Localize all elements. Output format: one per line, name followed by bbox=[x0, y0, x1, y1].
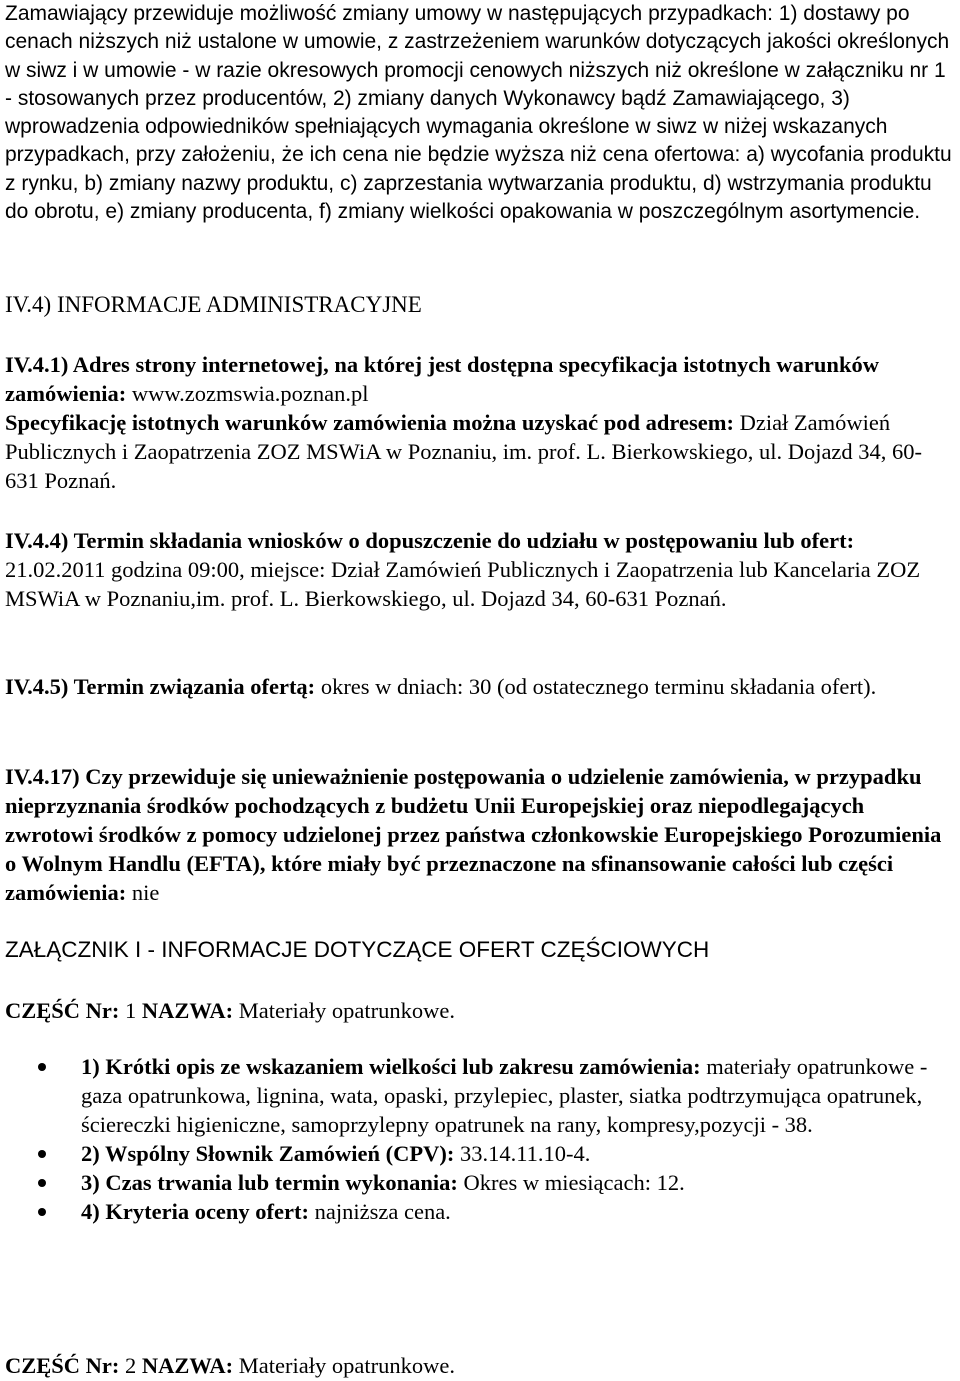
list-item bbox=[5, 1197, 955, 1226]
list-item bbox=[5, 1139, 955, 1168]
siwz-address-value: Dział Zamówień Publicznych i Zaopatrzenia ZOZ MSWiA w Poznaniu, im. prof. L. Bierkowskiego, ul. Dojazd 34, 60-631 Poznań. bbox=[5, 410, 923, 493]
part-2-label: CZĘŚĆ Nr: bbox=[5, 1353, 120, 1378]
list-item bbox=[5, 1052, 955, 1139]
item-value: 33.14.11.10-4. bbox=[454, 1141, 591, 1166]
item-label: 1) Krótki opis ze wskazaniem wielkości lub zakresu zamówienia: bbox=[81, 1054, 701, 1079]
iv-4-1-line bbox=[5, 350, 955, 408]
part-2-name: Materiały opatrunkowe. bbox=[233, 1353, 455, 1378]
bullet-icon bbox=[38, 1063, 46, 1071]
item-value: Okres w miesiącach: 12. bbox=[457, 1170, 685, 1195]
siwz-address-label: Specyfikację istotnych warunków zamówienia można uzyskać pod adresem: bbox=[5, 410, 734, 435]
bullet-icon bbox=[38, 1179, 46, 1187]
bullet-icon bbox=[38, 1150, 46, 1158]
item-label: 2) Wspólny Słownik Zamówień (CPV): bbox=[81, 1141, 455, 1166]
iv-4-5-label: IV.4.5) Termin związania ofertą: bbox=[5, 674, 316, 699]
siwz-address-line bbox=[5, 408, 955, 495]
section-iv-4-5 bbox=[5, 672, 955, 701]
section-iv-4-1 bbox=[5, 350, 955, 495]
iv-4-5-value: okres w dniach: 30 (od ostatecznego terminu składania ofert). bbox=[315, 674, 877, 699]
part-1-details-list bbox=[5, 1052, 955, 1226]
list-item bbox=[5, 1168, 955, 1197]
iv-4-17-value: nie bbox=[126, 880, 160, 905]
section-iv-4-17 bbox=[5, 762, 955, 907]
part-1-heading bbox=[5, 996, 955, 1025]
part-1-name: Materiały opatrunkowe. bbox=[233, 998, 455, 1023]
iv-4-1-label: IV.4.1) Adres strony internetowej, na której jest dostępna specyfikacja istotnych warunków zamówienia: bbox=[5, 352, 879, 406]
item-label: 3) Czas trwania lub termin wykonania: bbox=[81, 1170, 458, 1195]
item-label: 4) Kryteria oceny ofert: bbox=[81, 1199, 310, 1224]
part-1-number: 1 bbox=[119, 998, 142, 1023]
part-2-name-label: NAZWA: bbox=[141, 1353, 234, 1378]
bullet-icon bbox=[38, 1208, 46, 1216]
section-heading: IV.4) INFORMACJE ADMINISTRACYJNE bbox=[5, 292, 422, 317]
section-iv-4-4 bbox=[5, 526, 955, 613]
intro-paragraph: Zamawiający przewiduje możliwość zmiany umowy w następujących przypadkach: 1) dostawy po cenach niższych niż ustalone w umowie, z zastrzeżeniem warunków dotyczących jakości określonych w siwz i w umowie - w razie okresowych promocji cenowych niższych niż określone w załączniku nr 1 - stosowanych przez producentów, 2) zmiany danych Wykonawcy bądź Zamawiającego, 3) wprowadzenia odpowiedników spełniających wymagania określone w siwz w niżej wskazanych przypadkach, przy założeniu, że ich cena nie będzie wyższa niż cena ofertowa: a) wycofania produktu z rynku, b) zmiany nazwy produktu, c) zaprzestania wytwarzania produktu, d) wstrzymania produktu do obrotu, e) zmiany producenta, f) zmiany wielkości opakowania w poszczególnym asortymencie. bbox=[5, 2, 952, 224]
part-2-heading bbox=[5, 1351, 955, 1380]
annex-heading: ZAŁĄCZNIK I - INFORMACJE DOTYCZĄCE OFERT CZĘŚCIOWYCH bbox=[5, 937, 710, 962]
part-1-name-label: NAZWA: bbox=[141, 998, 234, 1023]
part-1-label: CZĘŚĆ Nr: bbox=[5, 998, 120, 1023]
iv-4-17-label: IV.4.17) Czy przewiduje się unieważnienie postępowania o udzielenie zamówienia, w przypadku nieprzyznania środków pochodzących z budżetu Unii Europejskiej oraz niepodlegających zwrotowi środków z pomocy udzielonej przez państwa członkowskie Europejskiego Porozumienia o Wolnym Handlu (EFTA), które miały być przeznaczone na sfinansowanie całości lub części zamówienia: bbox=[5, 764, 942, 905]
iv-4-4-label: IV.4.4) Termin składania wniosków o dopuszczenie do udziału w postępowaniu lub ofert: bbox=[5, 528, 855, 553]
iv-4-4-value: 21.02.2011 godzina 09:00, miejsce: Dział Zamówień Publicznych i Zaopatrzenia lub Kancelaria ZOZ MSWiA w Poznaniu,im. prof. L. Bierkowskiego, ul. Dojazd 34, 60-631 Poznań. bbox=[5, 557, 921, 611]
part-2-number: 2 bbox=[119, 1353, 142, 1378]
item-value: najniższa cena. bbox=[309, 1199, 451, 1224]
item-value: materiały opatrunkowe - gaza opatrunkowa, lignina, wata, opaski, przylepiec, plaster, siatka podtrzymująca opatrunek, ściereczki higieniczne, samoprzylepny opatrunek na rany, kompresy,pozycji - 38. bbox=[81, 1054, 928, 1137]
iv-4-1-url: www.zozmswia.poznan.pl bbox=[126, 381, 369, 406]
